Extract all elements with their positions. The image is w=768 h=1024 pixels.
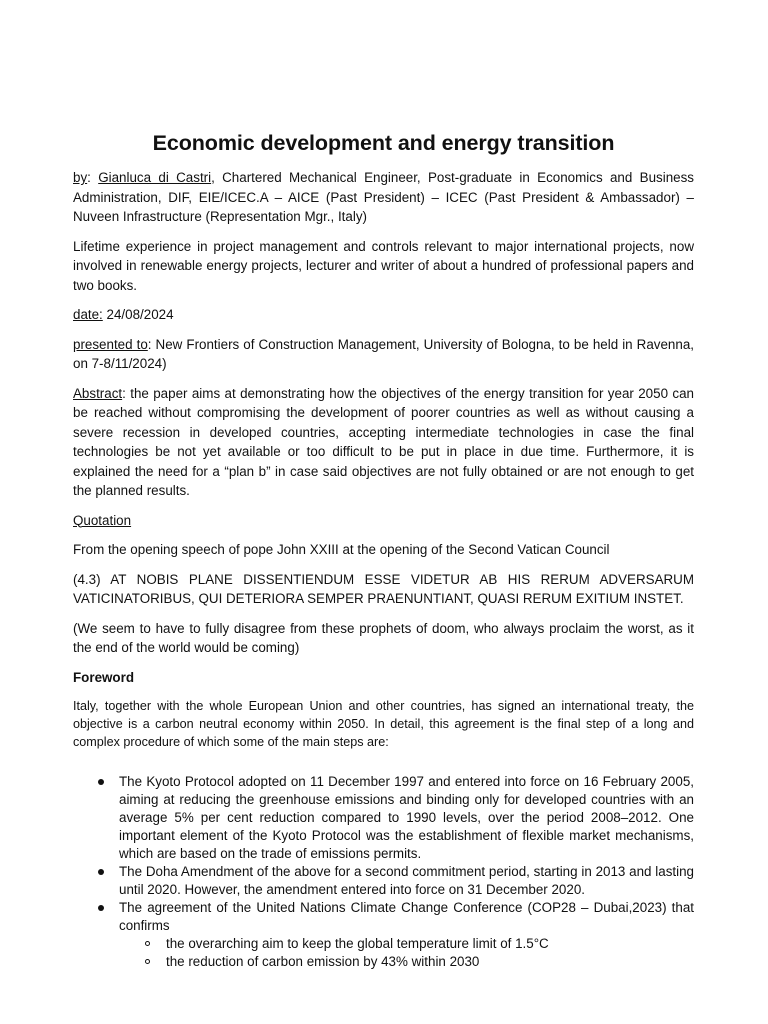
experience-paragraph: Lifetime experience in project management and controls relevant to major international projects, now involved in renewable energy projects, lecturer and writer of about a hundred of professional papers and two books.	[73, 238, 694, 293]
sub-bullet-list	[119, 935, 694, 971]
list-item	[73, 899, 694, 971]
list-item-text: The agreement of the United Nations Climate Change Conference (COP28 – Dubai,2023) that confirms	[119, 900, 694, 933]
abstract-text: : the paper aims at demonstrating how the objectives of the energy transition for year 2050 can be reached without compromising the development of poorer countries as well as without causing a severe recession in developed countries, accepting intermediate technologies in case the final technologies be not yet available or too difficult to be put in place in due time. Furthermore, it is explained the need for a “plan b” in case said objectives are not fully obtained or are not enough to get the planned results.	[73, 385, 694, 498]
sub-list-item: the reduction of carbon emission by 43% within 2030	[119, 953, 694, 971]
abstract-label: Abstract	[73, 385, 123, 401]
foreword-heading: Foreword	[73, 669, 135, 685]
byline: by: Gianluca di Castri, Chartered Mechanical Engineer, Post-graduate in Economics and Business Administration, DIF, EIE/ICEC.A – AICE (Past President) – ICEC (Past President & Ambassador) – Nuveen Infrastructure (Representation Mgr., Italy)	[73, 170, 694, 224]
document-title: Economic development and energy transition	[152, 131, 615, 155]
quotation-translation: (We seem to have to fully disagree from these prophets of doom, who always proclaim the worst, as it the end of the world would be coming)	[73, 620, 694, 655]
quotation-intro: From the opening speech of pope John XXIII at the opening of the Second Vatican Council	[73, 542, 610, 557]
quotation-heading-text: Quotation	[73, 512, 132, 528]
quotation-heading	[73, 511, 694, 531]
list-item: The Kyoto Protocol adopted on 11 December 1997 and entered into force on 16 February 2005, aiming at reducing the greenhouse emissions and binding only for developed countries with an average 5% per cent reduction compared to 1990 levels, over the period 2008–2012. One important element of the Kyoto Protocol was the establishment of flexible market mechanisms, which are based on the trade of emissions permits.	[73, 773, 694, 863]
presented-label: presented to	[73, 336, 148, 352]
date-line	[73, 305, 694, 325]
presented-value: : New Frontiers of Construction Management, University of Bologna, to be held in Ravenna, on 7-8/11/2024)	[73, 336, 694, 371]
sub-list-item: the overarching aim to keep the global temperature limit of 1.5°C	[119, 935, 694, 953]
list-item: The Doha Amendment of the above for a second commitment period, starting in 2013 and lasting until 2020. However, the amendment entered into force on 31 December 2020.	[73, 863, 694, 899]
author-credentials: , Chartered Mechanical Engineer, Post-graduate in Economics and Business Administration, DIF, EIE/ICEC.A – AICE (Past President) – ICEC (Past President & Ambassador) – Nuveen Infrastructure (Representation Mgr., Italy)	[73, 170, 694, 224]
author-name: Gianluca di Castri	[98, 170, 212, 185]
foreword-bullet-list	[73, 773, 694, 971]
foreword-intro: Italy, together with the whole European Union and other countries, has signed an international treaty, the objective is a carbon neutral economy within 2050. In detail, this agreement is the final step of a long and complex procedure of which some of the main steps are:	[73, 699, 694, 749]
date-label: date:	[73, 307, 103, 322]
presented-line	[73, 335, 694, 374]
byline-label: by	[73, 170, 88, 185]
abstract-paragraph	[73, 384, 694, 501]
quotation-latin: (4.3) AT NOBIS PLANE DISSENTIENDUM ESSE VIDETUR AB HIS RERUM ADVERSARUM VATICINATORIBUS, QUI DETERIORA SEMPER PRAENUNTIANT, QUASI RERUM EXITIUM INSTET.	[73, 571, 694, 606]
date-value: 24/08/2024	[102, 307, 174, 322]
